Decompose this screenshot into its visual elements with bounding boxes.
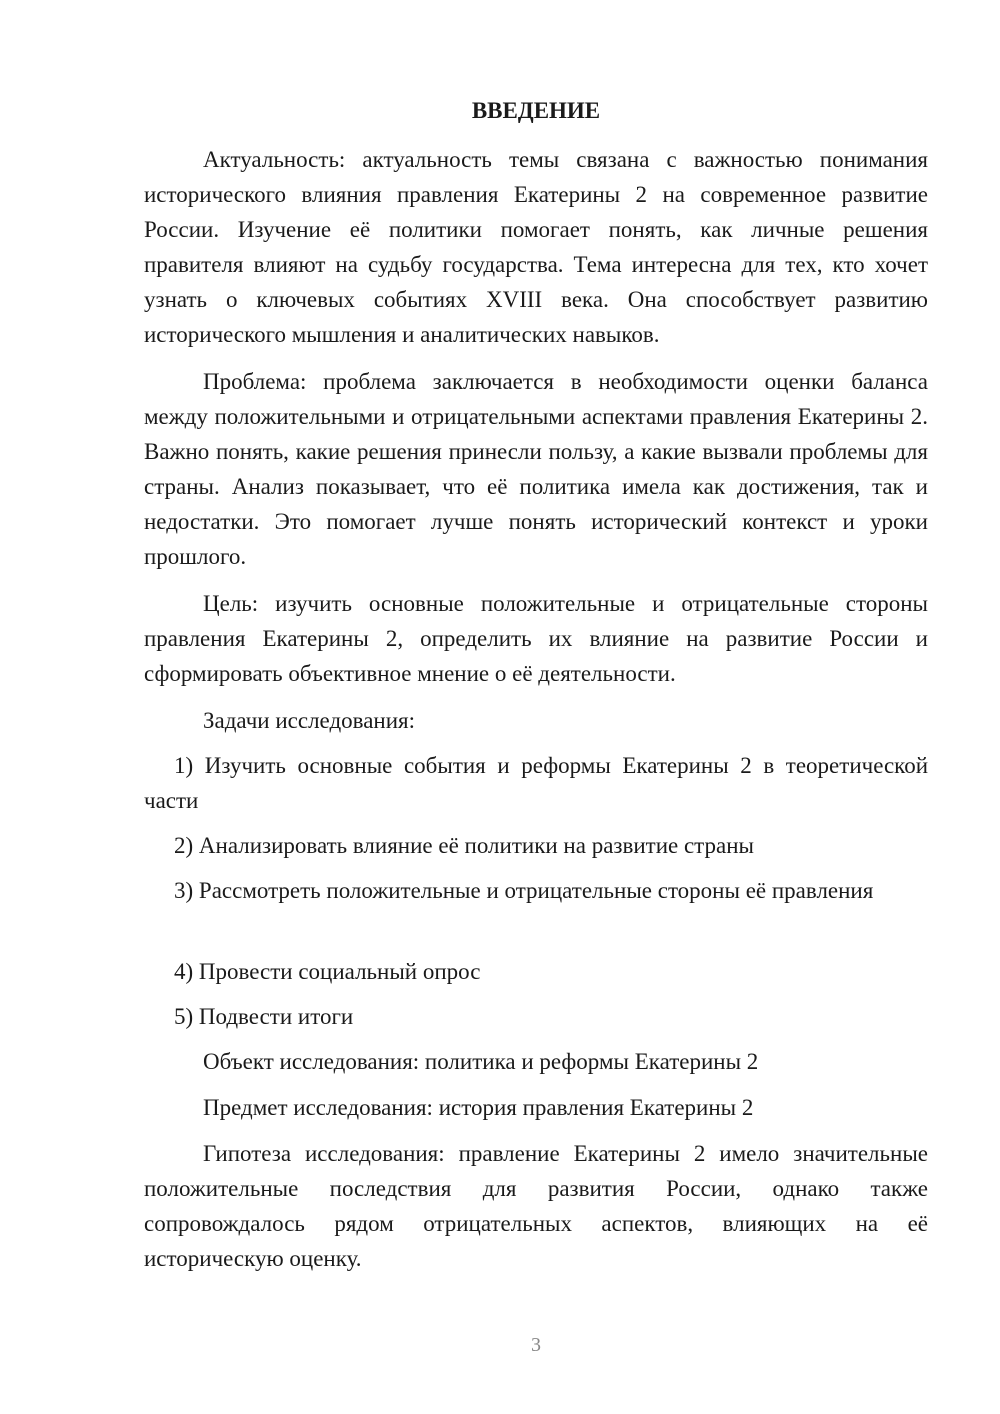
relevance-paragraph: Актуальность: актуальность темы связана с важностью понимания исторического влияния правления Екатерины 2 на современное развитие России. Изучение её политики помогает понять, как личные решения правителя влияют на судьбу государства. Тема интересна для тех, кто хочет узнать о ключевых событиях XVIII века. Она способствует развитию исторического мышления и аналитических навыков. bbox=[144, 147, 928, 347]
tasks-heading: Задачи исследования: bbox=[203, 708, 416, 733]
page-number: 3 bbox=[531, 1334, 541, 1356]
subject-paragraph: Предмет исследования: история правления Екатерины 2 bbox=[203, 1095, 754, 1120]
goal-paragraph: Цель: изучить основные положительные и отрицательные стороны правления Екатерины 2, определить их влияние на развитие России и сформировать объективное мнение о её деятельности. bbox=[144, 591, 928, 686]
hypothesis-paragraph: Гипотеза исследования: правление Екатерины 2 имело значительные положительные последствия для развития России, однако также сопровождалось рядом отрицательных аспектов, влияющих на её историческую оценку. bbox=[144, 1141, 928, 1271]
task-item-2: 2) Анализировать влияние её политики на развитие страны bbox=[174, 833, 754, 858]
section-title: ВВЕДЕНИЕ bbox=[471, 98, 601, 123]
task-item-5: 5) Подвести итоги bbox=[174, 1004, 354, 1029]
document-page bbox=[144, 0, 928, 1414]
task-item-1: 1) Изучить основные события и реформы Екатерины 2 в теоретической части bbox=[144, 753, 928, 813]
problem-paragraph: Проблема: проблема заключается в необходимости оценки баланса между положительными и отрицательными аспектами правления Екатерины 2. Важно понять, какие решения принесли пользу, а какие вызвали проблемы для страны. Анализ показывает, что её политика имела как достижения, так и недостатки. Это помогает лучше понять исторический контекст и уроки прошлого. bbox=[144, 369, 928, 569]
task-item-3: 3) Рассмотреть положительные и отрицательные стороны её правления bbox=[174, 878, 874, 903]
object-paragraph: Объект исследования: политика и реформы Екатерины 2 bbox=[203, 1049, 759, 1074]
task-item-4: 4) Провести социальный опрос bbox=[174, 959, 481, 984]
